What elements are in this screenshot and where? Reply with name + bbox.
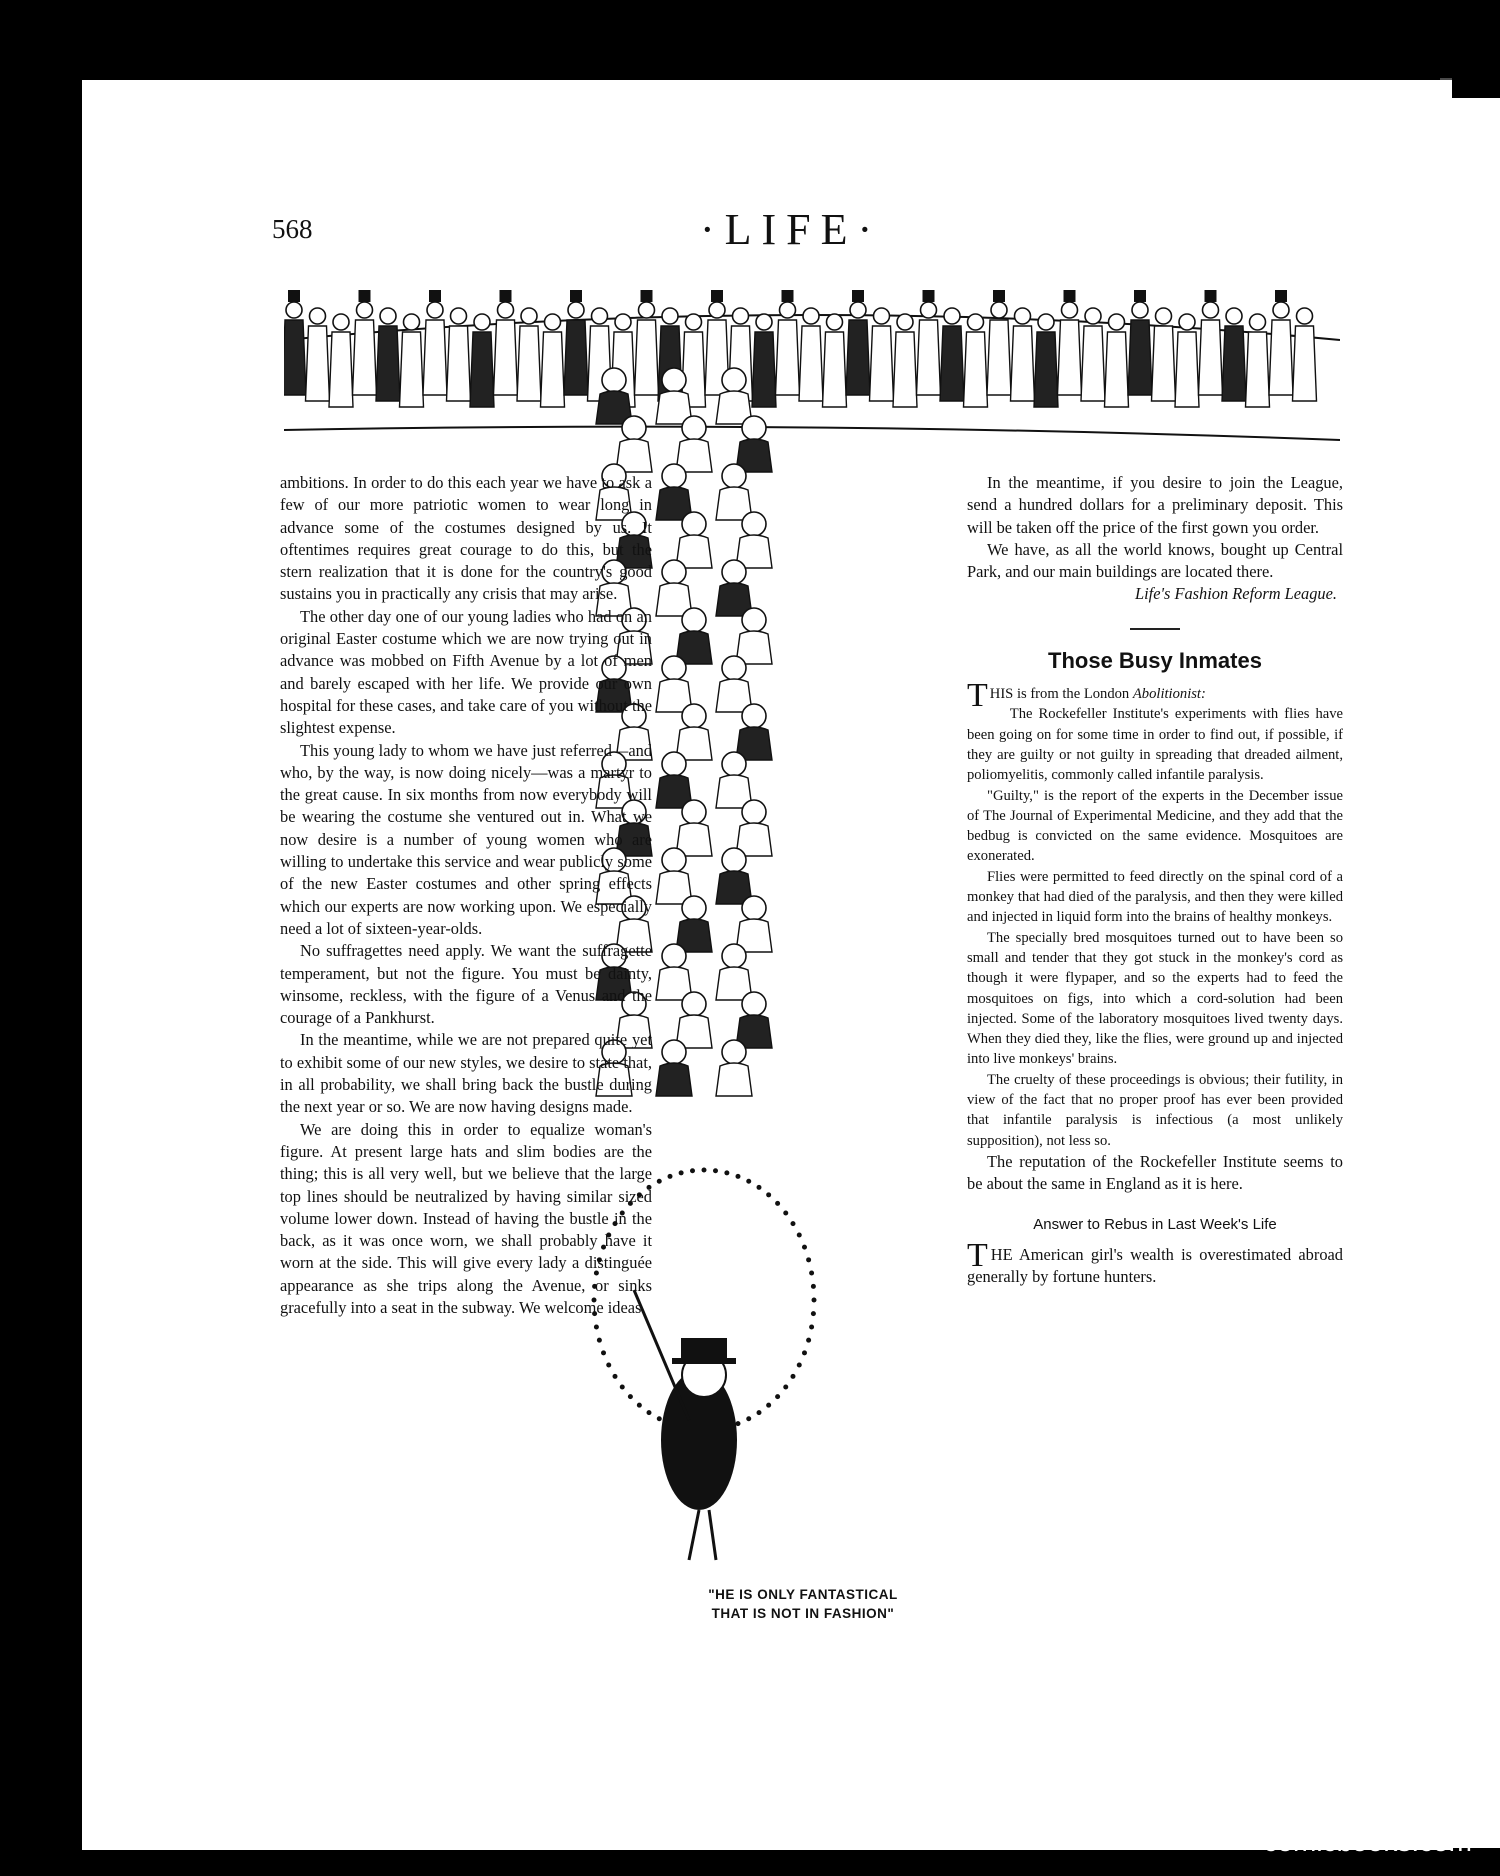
article-source: Abolitionist: [1132,686,1206,703]
crowd-figure-head [682,704,706,728]
crowd-figure-body [1058,320,1082,395]
illustration-caption [672,1585,934,1623]
left-paragraph: The other day one of our young ladies who had on an original Easter costume which we are now trying out in advance was mobbed on Fifth Avenue by a lot of men and barely escaped with her life. We provide our own hospital for these cases, and take care of you without the slightest expense. [280,606,652,738]
crowd-figure-head [662,848,686,872]
right-paragraph: We have, as all the world knows, bought up Central Park, and our main buildings are located there. [967,539,1343,582]
crowd-figure-body [752,332,776,407]
confetti-dot [679,1170,684,1175]
rebus-answer: THE American girl's wealth is overestimated abroad generally by fortune hunters. [967,1236,1343,1287]
crowd-figure-head [722,848,746,872]
confetti-dot [783,1384,788,1389]
crowd-figure-head [662,308,678,324]
left-column [280,472,652,1319]
crowd-figure-head [827,314,843,330]
crowd-figure-body [776,320,800,395]
confetti-dot [812,1298,817,1303]
left-paragraph: In the meantime, while we are not prepared quite yet to exhibit some of our new styles, we desire to state that, in all probability, we shall bring back the bustle during the next year or so. We are now having designs made. [280,1030,652,1117]
article-paragraph: The cruelty of these proceedings is obvious; their futility, in view of the fact that no proper proof has ever been provided that infantile paralysis is infectious (a most unlikely supposition), not less so. [967,1071,1343,1149]
crowd-figure-head [357,302,373,318]
crowd-figure-head [682,512,706,536]
article-followup: The reputation of the Rockefeller Institute seems to be about the same in England as it is here. [967,1151,1343,1194]
confetti-dot [597,1338,602,1343]
crowd-figure-head [944,308,960,324]
crowd-figure-body [940,326,964,401]
crowd-figure-head [742,800,766,824]
crowd-figure-head [662,752,686,776]
crowd-figure-body [1128,320,1152,395]
crowd-figure-head [615,314,631,330]
confetti-dot [790,1374,795,1379]
crowd-figure-body [284,320,306,395]
article-body [967,677,1343,1151]
crowd-figure-hat [852,290,864,302]
masthead: ·LIFE· [700,205,883,254]
confetti-dot [724,1170,729,1175]
caption-line: THAT IS NOT IN FASHION" [711,1606,895,1621]
article-paragraph: The Rockefeller Institute's experiments with flies have been going on for some time in order to find out, if possible, if they are guilty or not guilty in spreading that dreaded ailment, poliomyelitis, commonly called infantile paralysis. [967,706,1343,784]
crowd-figure-head [722,752,746,776]
article-paragraph: Flies were permitted to feed directly on the spinal cord of a monkey that had died of the paralysis, and then they were killed and injected in liquid form into the brains of healthy monkeys. [967,868,1343,926]
left-paragraph: No suffragettes need apply. We want the suffragette temperament, but not the figure. You must be dainty, winsome, reckless, with the figure of a Venus and the courage of a Pankhurst. [280,941,652,1028]
crowd-figure-hat [1064,290,1076,302]
confetti-dot [766,1403,771,1408]
crowd-figure-body [716,1063,752,1096]
crowd-figure-head [1273,302,1289,318]
crowd-figure-head [521,308,537,324]
crowd-figure-head [1015,308,1031,324]
right-paragraph: In the meantime, if you desire to join the League, send a hundred dollars for a preliminary deposit. This will be taken off the price of the first gown you order. [967,473,1343,537]
crowd-figure-body [494,320,518,395]
article-title: Those Busy Inmates [1048,647,1262,673]
crowd-figure-hat [1205,290,1217,302]
crowd-figure-head [662,1040,686,1064]
league-signature: Life's Fashion Reform League. [1134,584,1337,604]
crowd-figure-body [1222,326,1246,401]
crowd-figure-head [682,992,706,1016]
crowd-figure-head [756,314,772,330]
crowd-figure-head [968,314,984,330]
watermark: comicbooks.com [1263,1826,1472,1857]
crowd-figure-body [353,320,377,395]
confetti-dot [735,1174,740,1179]
crowd-figure-body [964,332,988,407]
crowd-figure-head [682,416,706,440]
crowd-figure-body [517,326,541,401]
crowd-figure-head [592,308,608,324]
crowd-figure-body [1081,326,1105,401]
crowd-figure-body [1034,332,1058,407]
crowd-figure-hat [500,290,512,302]
confetti-dot [797,1233,802,1238]
confetti-dot [713,1168,718,1173]
confetti-dot [809,1325,814,1330]
confetti-dot [613,1374,618,1379]
crowd-figure-head [310,308,326,324]
confetti-dot [657,1179,662,1184]
confetti-dot [601,1350,606,1355]
confetti-dot [802,1245,807,1250]
crowd-figure-body [1105,332,1129,407]
crowd-figure-head [921,302,937,318]
crowd-figure-head [498,302,514,318]
confetti-dot [790,1221,795,1226]
crowd-figure-head [404,314,420,330]
article-lead-text: THIS is from the London [967,677,1133,715]
crowd-figure-body [917,320,941,395]
crowd-figure-head [897,314,913,330]
article-paragraph: "Guilty," is the report of the experts in the December issue of The Journal of Experimental Medicine, and they add that the bedbug is convicted on the same evidence. Mosquitoes are exonerated. [967,787,1343,865]
crowd-figure-head [874,308,890,324]
crowd-figure-body [799,326,823,401]
crowd-figure-body [656,1063,692,1096]
crowd-figure-hat [711,290,723,302]
confetti-dot [806,1338,811,1343]
next-page-edge [1452,98,1500,1848]
crowd-figure-body [1246,332,1270,407]
confetti-dot [620,1384,625,1389]
crowd-figure-hat [993,290,1005,302]
crowd-figure-body [329,332,353,407]
article-paragraph: The specially bred mosquitoes turned out to have been so small and tender that they got stuck in the monkey's cord as though it were flypaper, and so the experts had to feed the mosquitoes on figs, into which a cord-solution had been injected. Some of the laboratory mosquitoes lived twenty days. When they died they, like the flies, were ground up and injected into live monkeys' brains. [967,929,1343,1068]
crowd-figure-head [1109,314,1125,330]
crowd-figure-hat [359,290,371,302]
crowd-figure-hat [782,290,794,302]
crowd-figure-head [850,302,866,318]
crowd-figure-head [622,416,646,440]
confetti-dot [647,1410,652,1415]
crowd-figure-head [1085,308,1101,324]
confetti-dot [637,1403,642,1408]
left-paragraph: ambitions. In order to do this each year we have to ask a few of our more patriotic women to wear long in advance some of the costumes designed by us. It oftentimes requires great courage to do this, but the stern realization that it is done for the country's good sustains you in practically any crisis that may arise. [280,473,652,604]
confetti-dot [657,1416,662,1421]
crowd-figure-body [1175,332,1199,407]
crowd-figure-head [742,896,766,920]
crowd-figure-body [423,320,447,395]
crowd-figure-head [1132,302,1148,318]
confetti-dot [802,1350,807,1355]
confetti-dot [783,1211,788,1216]
crowd-figure-hat [1134,290,1146,302]
confetti-dot [811,1284,816,1289]
confetti-dot [775,1394,780,1399]
crowd-figure-head [682,896,706,920]
crowd-figure-head [662,944,686,968]
crowd-figure-head [742,512,766,536]
confetti-dot [690,1168,695,1173]
crowd-figure-body [1293,326,1317,401]
crowd-figure-head [722,656,746,680]
crowd-figure-hat [429,290,441,302]
crowd-figure-head [722,944,746,968]
crowd-figure-body [470,332,494,407]
crowd-figure-head [722,368,746,392]
crowd-figure-body [846,320,870,395]
article-lead [967,677,1343,715]
crowd-figure-hat [641,290,653,302]
crowd-figure-body [564,320,588,395]
crowd-figure-head [742,416,766,440]
crowd-figure-hat [1275,290,1287,302]
confetti-dot [811,1311,816,1316]
crowd-figure-head [286,302,302,318]
confetti-dot [766,1192,771,1197]
crowd-figure-head [380,308,396,324]
crowd-figure-head [662,368,686,392]
confetti-dot [668,1174,673,1179]
crowd-figure-body [1011,326,1035,401]
crowd-figure-head [742,704,766,728]
confetti-dot [628,1394,633,1399]
section-divider [1130,628,1180,630]
crowd-figure-head [639,302,655,318]
crowd-figure-head [803,308,819,324]
confetti-dot [746,1179,751,1184]
crowd-figure-head [568,302,584,318]
crowd-figure-head [742,608,766,632]
crowd-figure-body [870,326,894,401]
rebus-title: Answer to Rebus in Last Week's Life [1033,1215,1277,1233]
crowd-figure-head [662,464,686,488]
page-number: 568 [272,214,313,244]
crowd-figure-head [686,314,702,330]
crowd-figure-head [1156,308,1172,324]
crowd-figure-body [1269,320,1293,395]
crowd-figure-head [662,560,686,584]
crowd-figure-body [376,326,400,401]
crowd-figure-body [1199,320,1223,395]
left-paragraph: This young lady to whom we have just referred—and who, by the way, is now doing nicely—was a martyr to the great cause. In six months from now everybody will be wearing the costume she ventured out in. What we now desire is a number of young women who are willing to undertake this service and wear publicly some of the new Easter costumes and other spring effects which our experts are now working upon. We especially need a lot of sixteen-year-olds. [280,740,652,938]
crowd-figure-body [987,320,1011,395]
crowd-figure-head [682,800,706,824]
crowd-figure-head [722,1040,746,1064]
left-paragraph: We are doing this in order to equalize woman's figure. At present large hats and slim bodies are the thing; this is all very well, but we believe that the large top lines should be neutralized by having similar sized volume lower down. Instead of having the bustle in the back, as it was once worn, we shall probably have it worn at the side. This will give every lady a distinguée appearance as she trips along the Avenue, or sinks gracefully into a seat in the subway. We welcome ideas. [280,1119,652,1317]
crowd-figure-head [991,302,1007,318]
crowd-figure-body [635,320,659,395]
crowd-figure-head [474,314,490,330]
crowd-figure-hat [570,290,582,302]
crowd-figure-head [1203,302,1219,318]
crowd-figure-hat [923,290,935,302]
crowd-figure-head [742,992,766,1016]
confetti-dot [594,1325,599,1330]
top-hat [681,1338,727,1360]
crowd-figure-head [722,464,746,488]
crowd-figure-head [662,656,686,680]
confetti-dot [809,1270,814,1275]
crowd-figure-head [1038,314,1054,330]
crowd-figure-head [1250,314,1266,330]
crowd-figure-head [333,314,349,330]
crowd-figure-body [823,332,847,407]
crowd-figure-head [427,302,443,318]
crowd-figure-head [709,302,725,318]
crowd-figure-head [545,314,561,330]
crowd-figure-hat [288,290,300,302]
crowd-figure-head [1062,302,1078,318]
confetti-dot [746,1416,751,1421]
confetti-dot [775,1201,780,1206]
crowd-figure-head [1179,314,1195,330]
confetti-dot [735,1421,740,1426]
crowd-figure-body [306,326,330,401]
crowd-figure-head [722,560,746,584]
confetti-dot [606,1363,611,1368]
confetti-dot [702,1168,707,1173]
right-column [967,472,1343,1288]
confetti-dot [797,1363,802,1368]
confetti-dot [757,1410,762,1415]
crowd-figure-head [682,608,706,632]
caption-line: "HE IS ONLY FANTASTICAL [708,1587,898,1602]
crowd-figure-head [733,308,749,324]
crowd-figure-body [1152,326,1176,401]
crowd-figure-head [602,368,626,392]
crowd-figure-body [893,332,917,407]
confetti-dot [757,1185,762,1190]
crowd-figure-body [447,326,471,401]
confetti-dot [806,1257,811,1262]
crowd-figure-head [1297,308,1313,324]
crowd-figure-head [780,302,796,318]
crowd-figure-body [541,332,565,407]
crowd-figure-body [400,332,424,407]
crowd-figure-head [1226,308,1242,324]
crowd-figure-head [451,308,467,324]
